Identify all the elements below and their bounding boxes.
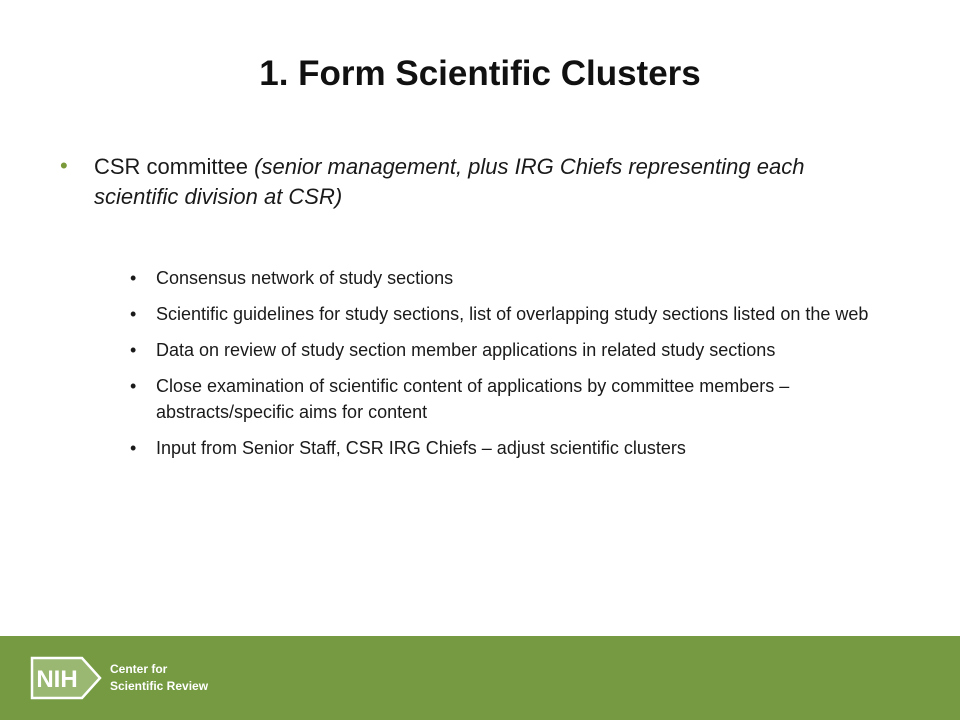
sub-bullet-dot: • xyxy=(130,340,137,360)
nih-logo-icon xyxy=(30,656,102,700)
sub-bullet-item xyxy=(130,373,896,425)
sub-bullet-dot: • xyxy=(130,438,137,458)
sub-bullet-text: Scientific guidelines for study sections, list of overlapping study sections listed on the web xyxy=(156,304,869,324)
sub-bullet-item xyxy=(130,435,896,461)
main-bullet-dot: • xyxy=(60,153,68,178)
sub-bullet-dot: • xyxy=(130,376,137,396)
nih-csr-logo xyxy=(30,650,208,706)
logo-line-1: Center for xyxy=(110,662,168,676)
sub-bullet-text: Consensus network of study sections xyxy=(156,268,454,288)
sub-bullet-text: Data on review of study section member applications in related study sections xyxy=(156,340,776,360)
sub-bullet-text: Close examination of scientific content of applications by committee members – abstracts/specific aims for content xyxy=(156,376,790,422)
main-bullet-note: (senior management, plus IRG Chiefs representing each scientific division at CSR) xyxy=(94,154,805,209)
sub-bullet-list xyxy=(130,265,896,471)
nih-logo-mark-text: NIH xyxy=(36,666,78,693)
footer-bar xyxy=(0,636,960,720)
sub-bullet-item xyxy=(130,337,896,363)
logo-text xyxy=(110,661,208,695)
main-bullet xyxy=(60,152,834,212)
logo-line-2: Scientific Review xyxy=(110,679,209,693)
sub-bullet-item xyxy=(130,265,896,291)
sub-bullet-dot: • xyxy=(130,304,137,324)
sub-bullet-text: Input from Senior Staff, CSR IRG Chiefs – adjust scientific clusters xyxy=(156,438,686,458)
slide-title: 1. Form Scientific Clusters xyxy=(259,54,701,93)
main-bullet-label: CSR committee xyxy=(94,154,249,179)
sub-bullet-item xyxy=(130,301,896,327)
sub-bullet-dot: • xyxy=(130,268,137,288)
